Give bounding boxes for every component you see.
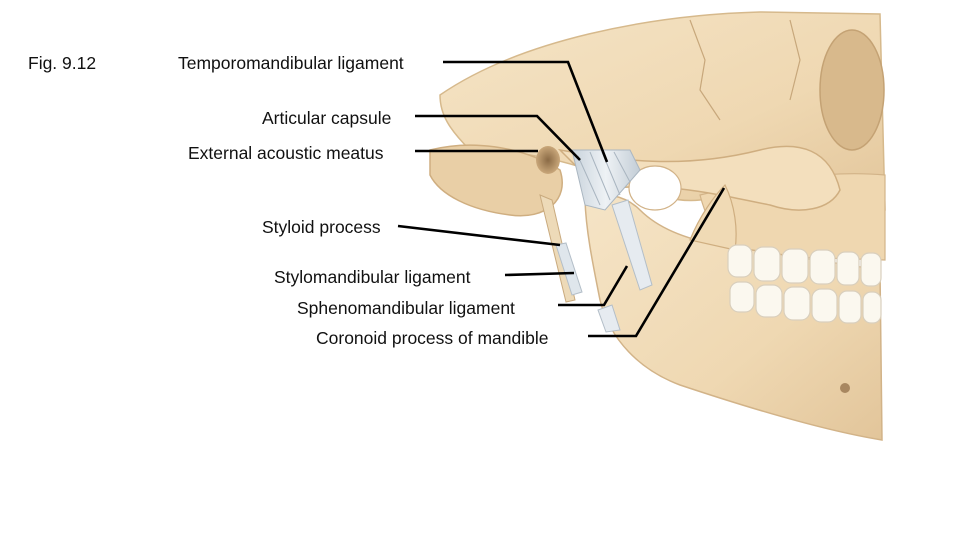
orbit — [820, 30, 884, 150]
label-stylomandibular-ligament: Stylomandibular ligament — [274, 267, 471, 287]
label-temporomandibular-ligament: Temporomandibular ligament — [178, 53, 404, 73]
leader-styloid-process — [398, 226, 560, 245]
label-styloid-process: Styloid process — [262, 217, 381, 237]
label-external-acoustic-meatus: External acoustic meatus — [188, 143, 384, 163]
label-coronoid-process: Coronoid process of mandible — [316, 328, 549, 348]
mental-foramen — [840, 383, 850, 393]
figure-number: Fig. 9.12 — [28, 53, 97, 73]
label-sphenomandibular-ligament: Sphenomandibular ligament — [297, 298, 515, 318]
label-articular-capsule: Articular capsule — [262, 108, 392, 128]
external-acoustic-meatus — [536, 146, 560, 174]
